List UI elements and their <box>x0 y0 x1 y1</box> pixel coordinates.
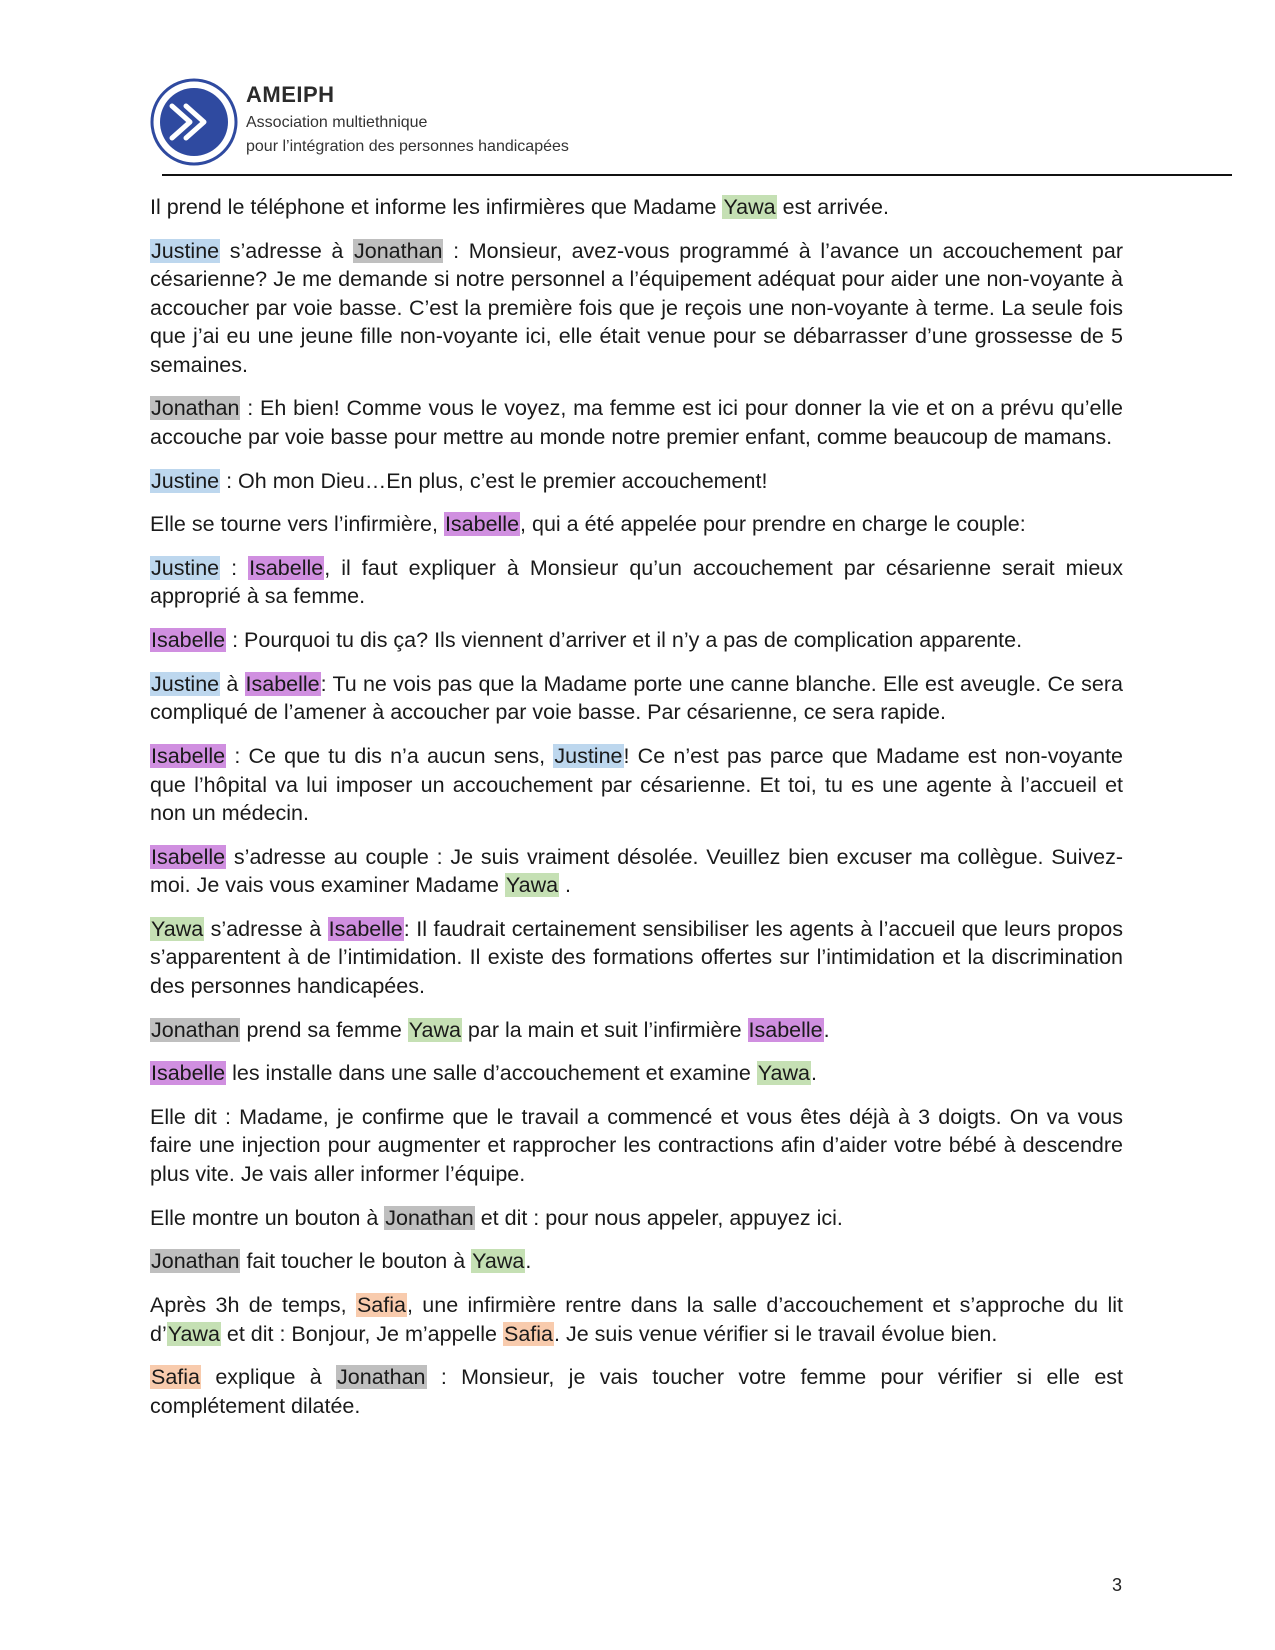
paragraph-text: : Ce que tu dis n’a aucun sens, <box>226 744 554 768</box>
paragraph <box>150 742 1123 828</box>
ameiph-logo-icon <box>150 78 238 166</box>
document-body <box>150 193 1123 1435</box>
paragraph-text: s’adresse au couple : Je suis vraiment désolée. Veuillez bien excuser ma collègue. Suivez-moi. Je vais vous examiner Madame <box>150 844 1123 898</box>
character-name-isabelle: Isabelle <box>444 512 520 537</box>
paragraph-text: les installe dans une salle d’accouchement et examine <box>226 1061 757 1086</box>
paragraph-text: : <box>220 555 249 580</box>
paragraph-text: : Eh bien! Comme vous le voyez, ma femme est ici pour donner la vie et on a prévu qu’elle accouche par voie basse pour mettre au monde notre premier enfant, comme beaucoup de mamans. <box>150 396 1123 449</box>
character-name-isabelle: Isabelle <box>328 916 403 941</box>
paragraph-text: , une infirmière rentre dans la salle d’accouchement et s’approche du lit d’ <box>150 1293 1123 1346</box>
page-header <box>150 78 1230 178</box>
paragraph <box>150 1204 1123 1233</box>
character-name-jonathan: Jonathan <box>151 1017 240 1042</box>
character-name-jonathan: Jonathan <box>151 396 240 421</box>
header-divider <box>162 174 1232 176</box>
character-name-yawa: Yawa <box>408 1017 461 1042</box>
character-name-jonathan: Jonathan <box>354 238 443 263</box>
paragraph-text: Il prend le téléphone et informe les infirmières que Madame <box>150 195 723 219</box>
character-name-jonathan: Jonathan <box>337 1365 426 1390</box>
paragraph-text: à <box>220 671 245 696</box>
paragraph-text: Elle montre un bouton à <box>150 1205 385 1230</box>
paragraph <box>150 1016 1123 1045</box>
brand-block <box>246 82 569 156</box>
character-name-yawa: Yawa <box>151 916 204 941</box>
paragraph <box>150 626 1123 655</box>
paragraph-text: . <box>823 1017 830 1042</box>
paragraph <box>150 1291 1123 1348</box>
character-name-justine: Justine <box>151 555 220 580</box>
paragraph-text: : Pourquoi tu dis ça? Ils viennent d’arriver et il n’y a pas de complication apparente. <box>226 628 1023 653</box>
character-name-isabelle: Isabelle <box>151 1061 226 1086</box>
character-name-justine: Justine <box>554 744 623 768</box>
org-name: AMEIPH <box>246 82 335 107</box>
paragraph <box>150 1103 1123 1189</box>
character-name-yawa: Yawa <box>472 1249 525 1274</box>
paragraph <box>150 1247 1123 1276</box>
paragraph-text: : Tu ne vois pas que la Madame porte une canne blanche. Elle est aveugle. Ce sera compliqué de l’amener à accoucher par voie basse. Par césarienne, ce sera rapide. <box>150 671 1123 725</box>
paragraph-text: . <box>559 873 572 898</box>
paragraph-text: . Je suis venue vérifier si le travail évolue bien. <box>554 1321 998 1346</box>
character-name-isabelle: Isabelle <box>151 744 226 768</box>
character-name-justine: Justine <box>151 468 220 493</box>
paragraph <box>150 193 1123 222</box>
character-name-isabelle: Isabelle <box>249 555 324 580</box>
character-name-safia: Safia <box>503 1321 553 1346</box>
paragraph <box>150 670 1123 727</box>
paragraph-text: : Monsieur, avez-vous programmé à l’avance un accouchement par césarienne? Je me demande si notre personnel a l’équipement adéquat pour aider une non-voyante à accoucher par voie basse. C’est la première fois que je reçois une non-voyante à terme. La seule fois que j’ai eu une jeune fille non-voyante ici, elle était venue pour se débarrasser d’une grossesse de 5 semaines. <box>150 238 1123 377</box>
character-name-isabelle: Isabelle <box>245 671 320 696</box>
character-name-isabelle: Isabelle <box>748 1017 823 1042</box>
paragraph <box>150 915 1123 1001</box>
paragraph <box>150 1059 1123 1088</box>
paragraph-text: Elle se tourne vers l’infirmière, <box>150 512 444 537</box>
paragraph-text: . <box>525 1249 532 1274</box>
paragraph-text: : Oh mon Dieu…En plus, c’est le premier accouchement! <box>220 468 768 493</box>
paragraph <box>150 554 1123 611</box>
paragraph <box>150 394 1123 451</box>
paragraph-text: ! Ce n’est pas parce que Madame est non-voyante que l’hôpital va lui imposer un accouchement par césarienne. Et toi, tu es une agente à l’accueil et non un médecin. <box>150 744 1124 825</box>
paragraph <box>150 237 1123 380</box>
character-name-jonathan: Jonathan <box>385 1205 474 1230</box>
character-name-yawa: Yawa <box>757 1061 810 1086</box>
paragraph-text: s’adresse à <box>220 238 354 263</box>
paragraph-text: . <box>810 1061 817 1086</box>
paragraph-text: explique à <box>201 1365 337 1390</box>
paragraph <box>150 467 1123 496</box>
character-name-yawa: Yawa <box>167 1321 220 1346</box>
org-tagline-line2: pour l’intégration des personnes handicapées <box>246 138 569 155</box>
paragraph-text: : Il faudrait certainement sensibiliser les agents à l’accueil que leurs propos s’apparentent à de l’intimidation. Il existe des formations offertes sur l’intimidation et la discrimination des personnes handicapées. <box>150 916 1123 998</box>
character-name-yawa: Yawa <box>723 195 776 219</box>
paragraph <box>150 1363 1123 1420</box>
character-name-justine: Justine <box>151 238 220 263</box>
paragraph <box>150 843 1123 900</box>
character-name-isabelle: Isabelle <box>151 844 226 869</box>
paragraph-text: est arrivée. <box>776 195 889 219</box>
paragraph-text: : Monsieur, je vais toucher votre femme pour vérifier si elle est complétement dilatée. <box>150 1365 1123 1418</box>
character-name-isabelle: Isabelle <box>151 628 226 653</box>
paragraph-text: Après 3h de temps, <box>150 1293 356 1317</box>
paragraph-text: , il faut expliquer à Monsieur qu’un accouchement par césarienne serait mieux approprié à sa femme. <box>150 555 1123 609</box>
paragraph-text: et dit : pour nous appeler, appuyez ici. <box>474 1205 843 1230</box>
character-name-yawa: Yawa <box>505 873 559 898</box>
paragraph <box>150 510 1123 539</box>
paragraph-text: par la main et suit l’infirmière <box>461 1017 748 1042</box>
paragraph-text: s’adresse à <box>204 916 328 941</box>
paragraph-text: Elle dit : Madame, je confirme que le travail a commencé et vous êtes déjà à 3 doigts. On va vous faire une injection pour augmenter et rapprocher les contractions afin d’aider votre bébé à descendre plus vite. Je vais aller informer l’équipe. <box>150 1104 1123 1186</box>
paragraph-text: prend sa femme <box>240 1017 408 1042</box>
character-name-justine: Justine <box>151 671 220 696</box>
org-tagline-line1: Association multiethnique <box>246 114 428 131</box>
character-name-safia: Safia <box>356 1293 406 1317</box>
paragraph-text: fait toucher le bouton à <box>240 1249 472 1274</box>
character-name-safia: Safia <box>151 1365 201 1390</box>
paragraph-text: et dit : Bonjour, Je m’appelle <box>220 1321 503 1346</box>
page-number: 3 <box>1112 1575 1123 1595</box>
character-name-jonathan: Jonathan <box>151 1249 240 1274</box>
paragraph-text: , qui a été appelée pour prendre en charge le couple: <box>520 512 1026 537</box>
